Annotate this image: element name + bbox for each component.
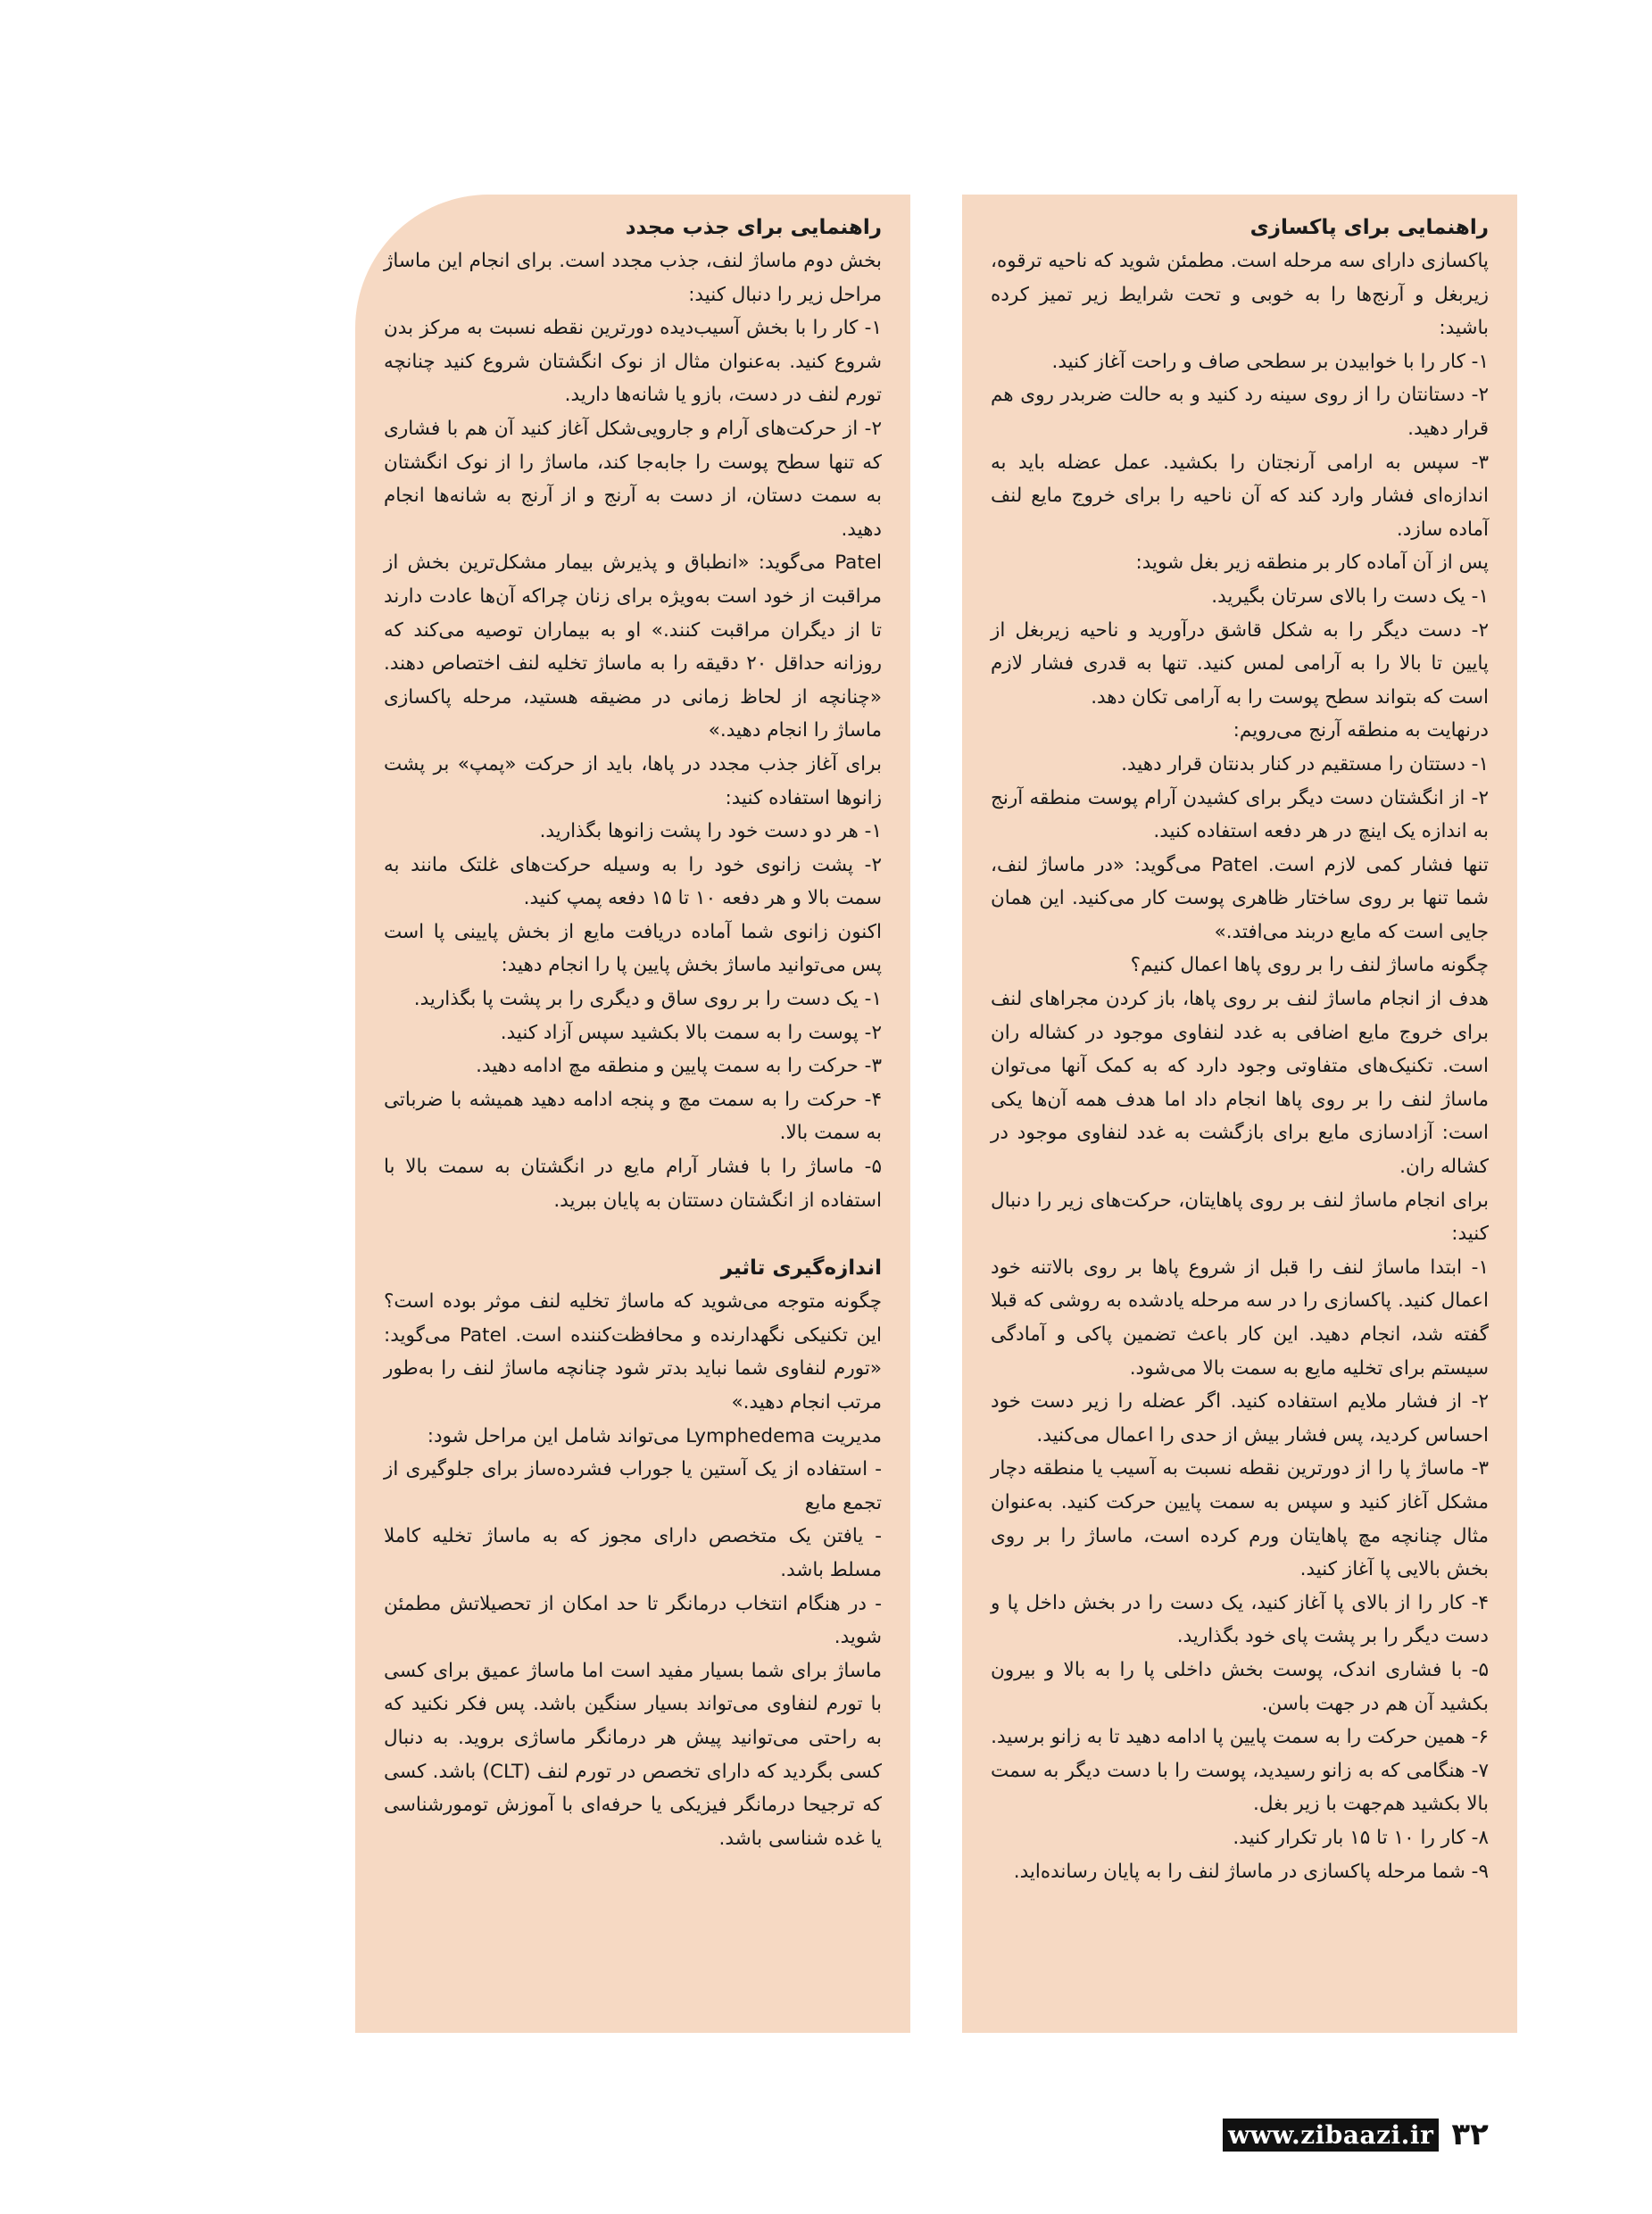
- paragraph: ۳- ماساژ پا را از دورترین نقطه نسبت به آسیب یا منطقه دچار مشکل آغاز کنید و سپس به سمت پایین حرکت کنید. به‌عنوان مثال چنانچه مچ پاهایتان ورم کرده است، ماساژ را بر روی بخش بالایی پا آغاز کنید.: [991, 1457, 1489, 1581]
- paragraph: ۴- حرکت را به سمت مچ و پنجه ادامه دهید همیشه با ضرباتی به سمت بالا.: [384, 1088, 882, 1145]
- paragraph: ۱- دستتان را مستقیم در کنار بدنتان قرار دهید.: [1121, 752, 1489, 775]
- paragraph: بخش دوم ماساژ لنف، جذب مجدد است. برای انجام این ماساژ مراحل زیر را دنبال کنید:: [384, 250, 882, 306]
- page-number: ۳۲: [1451, 2117, 1489, 2152]
- measuring-heading: اندازه‌گیری تاثیر: [720, 1256, 882, 1281]
- cleansing-heading: راهنمایی برای پاکسازی: [1249, 216, 1489, 239]
- reabsorption-body: [384, 245, 882, 1217]
- paragraph: ۳- سپس به ارامی آرنجتان را بکشید. عمل عضله باید به اندازه‌ای فشار وارد کند که آن ناحیه را برای خروج مایع لنف آماده سازد.: [991, 451, 1489, 541]
- paragraph: ۱- یک دست را بر روی ساق و دیگری را بر پشت پا بگذارید.: [413, 988, 882, 1011]
- paragraph: - استفاده از یک آستین یا جوراب فشرده‌ساز برای جلوگیری از تجمع مایع: [384, 1458, 882, 1514]
- cleansing-column: [962, 195, 1517, 2033]
- paragraph: ۱- کار را با خوابیدن بر سطحی صاف و راحت آغاز کنید.: [1051, 350, 1489, 373]
- section-spacer: [384, 1217, 882, 1251]
- paragraph: ۲- از حرکت‌های آرام و جارویی‌شکل آغاز کنید آن هم با فشاری که تنها سطح پوست را جابه‌جا کند، ماساژ را از نوک انگشتان به سمت دستان، از دست به آرنج و از آرنج به شانه‌ها انجام دهید.: [384, 417, 882, 541]
- page-footer: [1223, 2117, 1489, 2152]
- paragraph: ۱- هر دو دست خود را پشت زانوها بگذارید.: [539, 820, 882, 843]
- paragraph: ۶- همین حرکت را به سمت پایین پا ادامه دهید تا به زانو برسید.: [991, 1726, 1489, 1749]
- paragraph: درنهایت به منطقه آرنج می‌رویم:: [1233, 719, 1489, 742]
- paragraph: چگونه متوجه می‌شوید که ماساژ تخلیه لنف موثر بوده است؟ این تکنیکی نگهدارنده و محافظت‌کننده است. Patel می‌گوید: «تورم لنفاوی شما نباید بدتر شود چنانچه ماساژ لنف را به‌طور مرتب انجام دهید.»: [384, 1290, 882, 1414]
- paragraph: ماساژ برای شما بسیار مفید است اما ماساژ عمیق برای کسی با تورم لنفاوی می‌تواند بسیار سنگین باشد. پس فکر نکنید که به راحتی می‌توانید پیش هر درمانگر ماساژی بروید. به دنبال کسی بگردید که دارای تخصص در تورم لنف (CLT) باشد. کسی که ترجیحا درمانگر فیزیکی یا حرفه‌ای با آموزش تومورشناسی یا غده شناسی باشد.: [384, 1659, 883, 1850]
- reabsorption-heading: راهنمایی برای جذب مجدد: [625, 216, 882, 239]
- paragraph: ۲- پوست را به سمت بالا بکشید سپس آزاد کنید.: [500, 1021, 882, 1044]
- paragraph: ۵- ماساژ را با فشار آرام مایع در انگشتان به سمت بالا با استفاده از انگشتان دستتان به پایان ببرید.: [384, 1156, 882, 1212]
- paragraph: ۹- شما مرحله پاکسازی در ماساژ لنف را به پایان رسانده‌اید.: [1013, 1860, 1489, 1883]
- website-url[interactable]: www.zibaazi.ir: [1223, 2119, 1439, 2152]
- paragraph: - یافتن یک متخصص دارای مجوز که به ماساژ تخلیه کاملا مسلط باشد.: [384, 1525, 882, 1581]
- paragraph: ۷- هنگامی که به زانو رسیدید، پوست را با دست دیگر به سمت بالا بکشید هم‌جهت با زیر بغل.: [991, 1759, 1489, 1816]
- paragraph: ۸- کار را ۱۰ تا ۱۵ بار تکرار کنید.: [1233, 1826, 1489, 1849]
- paragraph: چگونه ماساژ لنف را بر روی پاها اعمال کنیم؟: [1130, 954, 1489, 977]
- paragraph: ۱- ابتدا ماساژ لنف را قبل از شروع پاها بر روی بالاتنه خود اعمال کنید. پاکسازی را در سه مرحله یادشده به روشی که قبلا گفته شد، انجام دهید. این کار باعث تضمین پاکی و آمادگی سیستم برای تخلیه مایع به سمت بالا می‌شود.: [991, 1256, 1489, 1380]
- paragraph: ۳- حرکت را به سمت پایین و منطقه مچ ادامه دهید.: [476, 1055, 882, 1078]
- paragraph: ۲- دست دیگر را به شکل قاشق درآورید و ناحیه زیربغل از پایین تا بالا را به آرامی لمس کنید. تنها به قدری فشار لازم است که بتواند سطح پوست را به آرامی تکان دهد.: [991, 618, 1489, 709]
- paragraph: پاکسازی دارای سه مرحله است. مطمئن شوید که ناحیه ترقوه، زیربغل و آرنج‌ها را به خوبی و تحت شرایط زیر تمیز کرده باشید:: [991, 250, 1489, 340]
- paragraph: هدف از انجام ماساژ لنف بر روی پاها، باز کردن مجراهای لنف برای خروج مایع اضافی به غدد لنفاوی موجود در کشاله ران است. تکنیک‌های متفاوتی وجود دارد که به کمک آنها می‌توان ماساژ لنف را بر روی پاها انجام داد اما هدف همه آن‌ها یکی است: آزادسازی مایع برای بازگشت به غدد لنفاوی موجود در کشاله ران.: [991, 988, 1489, 1179]
- paragraph: برای آغاز جذب مجدد در پاها، باید از حرکت «پمپ» بر پشت زانوها استفاده کنید:: [384, 752, 882, 809]
- paragraph: ۲- از انگشتان دست دیگر برای کشیدن آرام پوست منطقه آرنج به اندازه یک اینچ در هر دفعه استفاده کنید.: [991, 786, 1489, 843]
- paragraph: مدیریت Lymphedema می‌تواند شامل این مراحل شود:: [427, 1424, 882, 1447]
- paragraph: ۵- با فشاری اندک، پوست بخش داخلی پا را به بالا و بیرون بکشید آن هم در جهت باسن.: [991, 1658, 1489, 1715]
- paragraph: اکنون زانوی شما آماده دریافت مایع از بخش پایینی پا است پس می‌توانید ماساژ بخش پایین پا را انجام دهید:: [384, 920, 882, 977]
- measuring-body: [384, 1285, 882, 1855]
- paragraph: ۴- کار را از بالای پا آغاز کنید، یک دست را در بخش داخل پا و دست دیگر را بر پشت پای خود بگذارید.: [991, 1591, 1489, 1648]
- paragraph: Patel می‌گوید: «انطباق و پذیرش بیمار مشکل‌ترین بخش از مراقبت از خود است به‌ویژه برای زنان چراکه آن‌ها عادت دارند تا از دیگران مراقبت کنند.» او به بیماران توصیه می‌کند که روزانه حداقل ۲۰ دقیقه را به ماساژ تخلیه لنف اختصاص دهند. «چنانچه از لحاظ زمانی در مضیقه هستید، مرحله پاکسازی ماساژ را انجام دهید.»: [384, 551, 882, 742]
- paragraph: ۱- کار را با بخش آسیب‌دیده دورترین نقطه نسبت به مرکز بدن شروع کنید. به‌عنوان مثال از نوک انگشتان شروع کنید چنانچه تورم لنف در دست، بازو یا شانه‌ها دارید.: [384, 317, 882, 407]
- paragraph: ۲- از فشار ملایم استفاده کنید. اگر عضله را زیر دست خود احساس کردید، پس فشار بیش از حدی را اعمال می‌کنید.: [991, 1390, 1489, 1447]
- paragraph: ۲- دستانتان را از روی سینه رد کنید و به حالت ضربدر روی هم قرار دهید.: [991, 384, 1489, 440]
- paragraph: پس از آن آماده کار بر منطقه زیر بغل شوید:: [1135, 551, 1489, 575]
- paragraph: برای انجام ماساژ لنف بر روی پاهایتان، حرکت‌های زیر را دنبال کنید:: [991, 1189, 1489, 1246]
- paragraph: - در هنگام انتخاب درمانگر تا حد امکان از تحصیلاتش مطمئن شوید.: [384, 1592, 882, 1649]
- cleansing-body: [991, 245, 1489, 1888]
- reabsorption-column: [355, 195, 910, 2033]
- paragraph: تنها فشار کمی لازم است. Patel می‌گوید: «در ماساژ لنف، شما تنها بر روی ساختار ظاهری پوست کار می‌کنید. این همان جایی است که مایع دربند می‌افتد.»: [991, 853, 1489, 943]
- paragraph: ۲- پشت زانوی خود را به وسیله حرکت‌های غلتک مانند به سمت بالا و هر دفعه ۱۰ تا ۱۵ دفعه پمپ کنید.: [384, 853, 882, 910]
- paragraph: ۱- یک دست را بالای سرتان بگیرید.: [1211, 585, 1489, 608]
